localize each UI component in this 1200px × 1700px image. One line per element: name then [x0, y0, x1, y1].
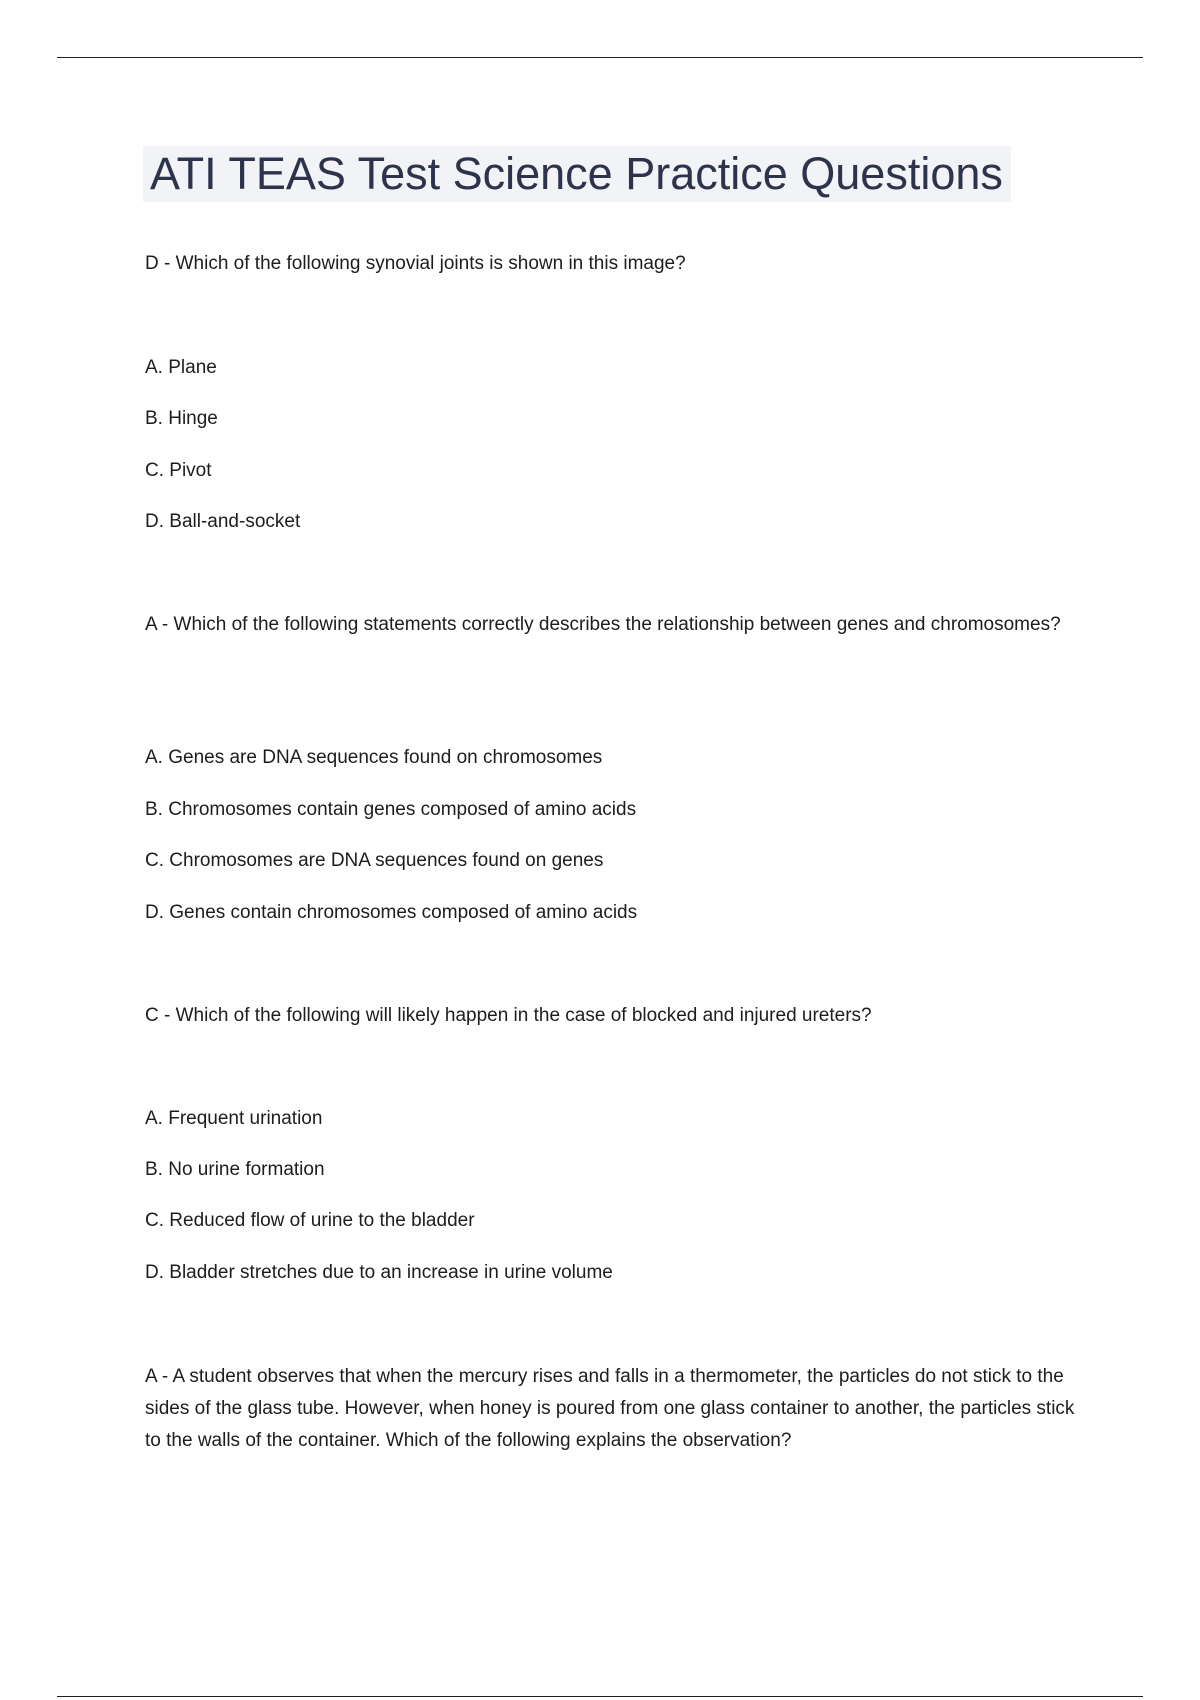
question-3-option-a: A. Frequent urination [145, 1108, 323, 1129]
question-2-option-c: C. Chromosomes are DNA sequences found on genes [145, 850, 604, 871]
question-3-option-b: B. No urine formation [145, 1159, 325, 1180]
question-4: A - A student observes that when the mercury rises and falls in a thermometer, the particles do not stick to the sides of the glass tube. However, when honey is poured from one glass container to another, the particles stick to the walls of the container. Which of the following explains the observation? [145, 1366, 1075, 1451]
question-2: A - Which of the following statements correctly describes the relationship between genes and chromosomes? [145, 614, 1061, 635]
question-1: D - Which of the following synovial joints is shown in this image? [145, 253, 686, 274]
bottom-rule [57, 1696, 1143, 1697]
question-2-option-b: B. Chromosomes contain genes composed of amino acids [145, 799, 637, 820]
question-1-option-c: C. Pivot [145, 460, 212, 481]
question-1-option-d: D. Ball-and-socket [145, 511, 301, 532]
page-title: ATI TEAS Test Science Practice Questions [143, 146, 1011, 202]
question-2-option-a: A. Genes are DNA sequences found on chromosomes [145, 747, 603, 768]
question-1-option-b: B. Hinge [145, 408, 218, 429]
question-3-option-d: D. Bladder stretches due to an increase in urine volume [145, 1262, 613, 1283]
question-1-option-a: A. Plane [145, 357, 217, 378]
question-3: C - Which of the following will likely happen in the case of blocked and injured ureters? [145, 1005, 872, 1026]
top-rule [57, 57, 1143, 58]
question-2-option-d: D. Genes contain chromosomes composed of amino acids [145, 902, 638, 923]
question-3-option-c: C. Reduced flow of urine to the bladder [145, 1210, 475, 1231]
